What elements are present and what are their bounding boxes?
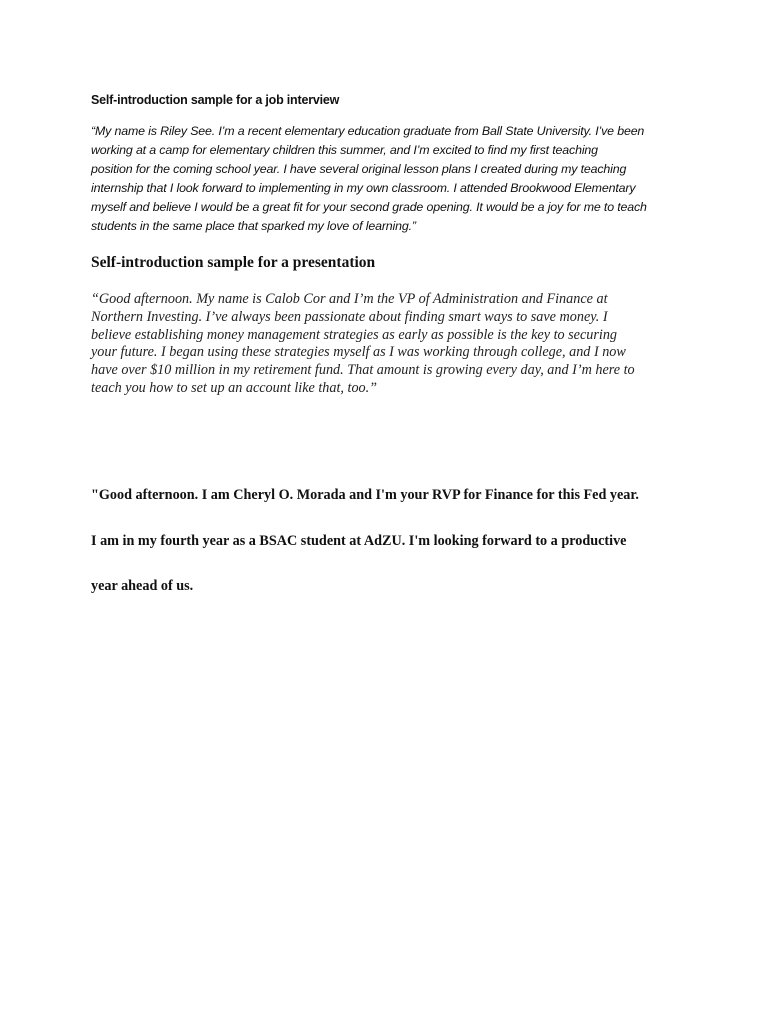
job-interview-paragraph [91,122,681,236]
presentation-heading: Self-introduction sample for a presentation [91,254,376,271]
personal-line: "Good afternoon. I am Cheryl O. Morada and I'm your RVP for Finance for this Fed year. [91,487,639,503]
job-interview-heading: Self-introduction sample for a job interview [91,93,340,107]
paragraph-line: myself and believe I would be a great fit for your second grade opening. It would be a joy for me to teach [91,200,647,214]
paragraph-line: teach you how to set up an account like that, too.” [91,379,378,396]
paragraph-line: “My name is Riley See. I’m a recent elementary education graduate from Ball State University. I’ve been [91,124,645,138]
paragraph-line: students in the same place that sparked my love of learning.” [91,219,416,233]
presentation-paragraph [91,291,681,398]
paragraph-line: believe establishing money management strategies as early as possible is the key to securing [91,326,618,343]
paragraph-line: position for the coming school year. I have several original lesson plans I created during my teaching [91,162,627,176]
paragraph-line: internship that I look forward to implementing in my own classroom. I attended Brookwood Elementary [91,181,636,195]
paragraph-line: working at a camp for elementary children this summer, and I’m excited to find my first teaching [91,143,598,157]
personal-line: year ahead of us. [91,578,194,594]
paragraph-line: your future. I began using these strategies myself as I was working through college, and I now [91,344,626,361]
personal-line: I am in my fourth year as a BSAC student at AdZU. I'm looking forward to a productive [91,533,627,549]
paragraph-line: have over $10 million in my retirement fund. That amount is growing every day, and I’m here to [91,362,635,379]
paragraph-line: “Good afternoon. My name is Calob Cor and I’m the VP of Administration and Finance at [91,291,608,307]
paragraph-line: Northern Investing. I’ve always been passionate about finding smart ways to save money. I [91,308,608,325]
